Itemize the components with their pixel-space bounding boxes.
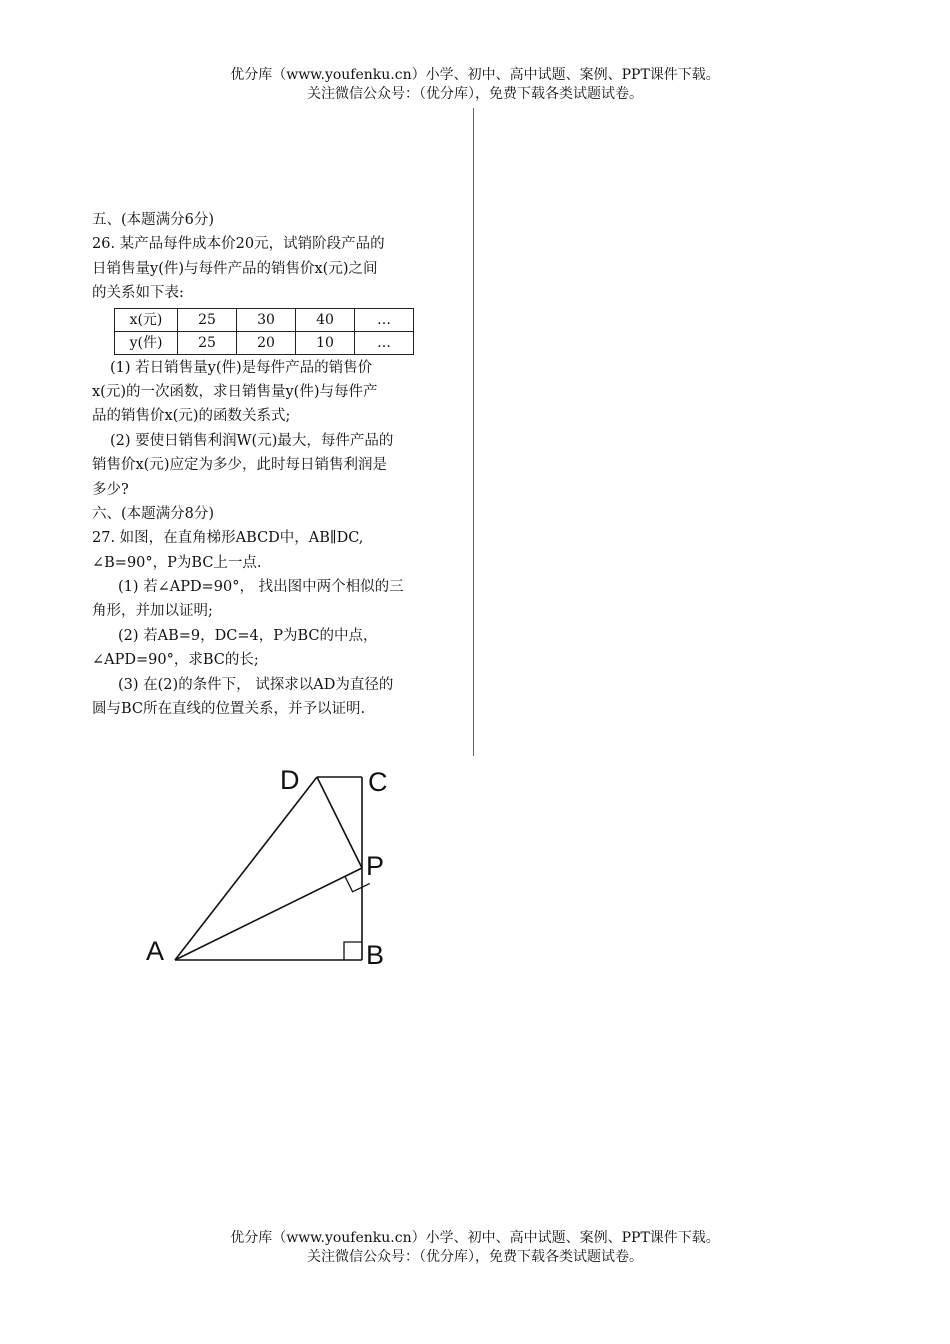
table-cell: x(元)	[115, 308, 178, 331]
section-5-heading: 五、(本题满分6分)	[92, 212, 215, 228]
vertex-label-c: C	[368, 767, 388, 797]
table-cell: …	[355, 331, 414, 354]
table-row	[115, 331, 414, 354]
q26-part1-line: x(元)的一次函数，求日销售量y(件)与每件产	[92, 383, 378, 400]
q27-part1-line: 角形，并加以证明;	[92, 603, 213, 620]
q27-part1-line: (1) 若∠APD=90°， 找出图中两个相似的三	[118, 579, 404, 596]
page-header	[0, 66, 950, 104]
vertex-label-a: A	[146, 936, 165, 966]
footer-line-1: 优分库（www.youfenku.cn）小学、初中、高中试题、案例、PPT课件下载。	[230, 1230, 720, 1246]
page-footer	[0, 1229, 950, 1267]
table-row	[115, 308, 414, 331]
q26-part1-line: (1) 若日销售量y(件)是每件产品的销售价	[110, 359, 373, 376]
vertex-label-d: D	[280, 765, 300, 795]
table-cell: …	[355, 308, 414, 331]
q27-line: 27. 如图，在直角梯形ABCD中，AB∥DC,	[92, 530, 364, 547]
q27-line: ∠B=90°，P为BC上一点.	[92, 554, 262, 571]
segment-dp	[317, 777, 362, 868]
table-cell: 20	[237, 331, 296, 354]
right-angle-b-mark	[344, 942, 362, 960]
q26-line: 日销售量y(件)与每件产品的销售价x(元)之间	[92, 260, 378, 277]
question-column	[92, 208, 448, 721]
q26-part1-line: 品的销售价x(元)的函数关系式;	[92, 408, 291, 425]
header-line-2: 关注微信公众号：（优分库），免费下载各类试题试卷。	[307, 86, 643, 102]
column-divider	[473, 108, 474, 756]
table-cell: 10	[296, 331, 355, 354]
q26-line: 26. 某产品每件成本价20元，试销阶段产品的	[92, 236, 385, 253]
table-cell: 40	[296, 308, 355, 331]
vertex-label-b: B	[366, 940, 385, 970]
trapezoid-figure	[130, 755, 410, 975]
header-line-1: 优分库（www.youfenku.cn）小学、初中、高中试题、案例、PPT课件下载。	[230, 67, 720, 83]
q27-part3-line: 圆与BC所在直线的位置关系，并予以证明.	[92, 701, 366, 718]
table-cell: y(件)	[115, 331, 178, 354]
segment-ap	[175, 868, 362, 960]
q27-part2-line: (2) 若AB=9，DC=4，P为BC的中点，	[118, 627, 378, 644]
section-6-heading: 六、(本题满分8分)	[92, 505, 215, 522]
q27-part3-line: (3) 在(2)的条件下， 试探求以AD为直径的	[118, 676, 394, 693]
table-cell: 25	[178, 331, 237, 354]
q26-part2-line: (2) 要使日销售利润W(元)最大，每件产品的	[110, 432, 394, 449]
price-sales-table	[114, 308, 414, 355]
segment-da	[175, 777, 317, 960]
table-cell: 30	[237, 308, 296, 331]
q27-part2-line: ∠APD=90°，求BC的长;	[92, 652, 259, 669]
table-cell: 25	[178, 308, 237, 331]
q26-part2-line: 多少?	[92, 481, 129, 498]
footer-line-2: 关注微信公众号：（优分库），免费下载各类试题试卷。	[307, 1249, 643, 1265]
vertex-label-p: P	[366, 851, 385, 881]
q26-line: 的关系如下表:	[92, 285, 184, 302]
q26-part2-line: 销售价x(元)应定为多少，此时每日销售利润是	[92, 457, 387, 474]
